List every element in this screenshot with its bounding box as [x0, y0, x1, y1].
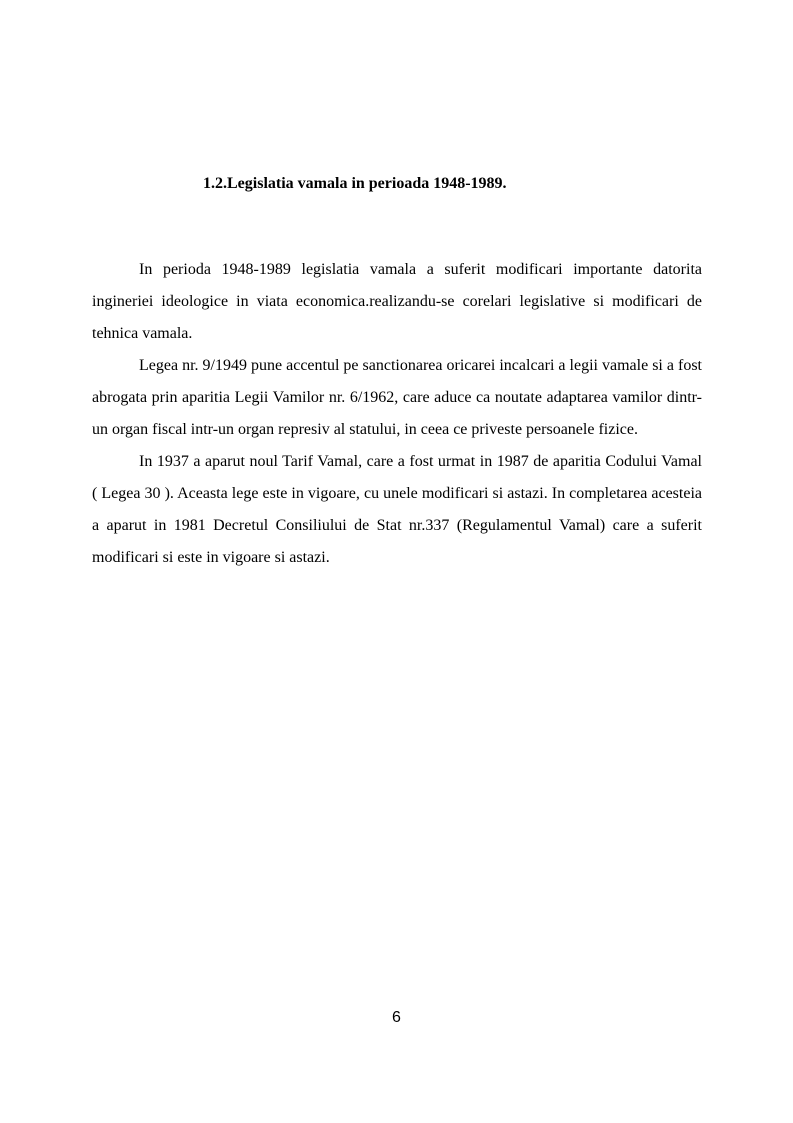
paragraph-1: In perioda 1948-1989 legislatia vamala a suferit modificari importante datorita ingineriei ideologice in viata economica.realizandu-se corelari legislative si modificari de tehnica vamala.	[92, 261, 702, 342]
body-text	[92, 254, 702, 574]
paragraph-3: In 1937 a aparut noul Tarif Vamal, care a fost urmat in 1987 de aparitia Codului Vamal ( Legea 30 ). Aceasta lege este in vigoare, cu unele modificari si astazi. In completarea acesteia a aparut in 1981 Decretul Consiliului de Stat nr.337 (Regulamentul Vamal) care a suferit modificari si este in vigoare si astazi.	[92, 453, 702, 566]
paragraph-2: Legea nr. 9/1949 pune accentul pe sanctionarea oricarei incalcari a legii vamale si a fost abrogata prin aparitia Legii Vamilor nr. 6/1962, care aduce ca noutate adaptarea vamilor dintr-un organ fiscal intr-un organ represiv al statului, in ceea ce priveste persoanele fizice.	[92, 357, 702, 438]
section-heading: 1.2.Legislatia vamala in perioada 1948-1989.	[203, 175, 507, 192]
page-number: 6	[392, 1009, 401, 1026]
